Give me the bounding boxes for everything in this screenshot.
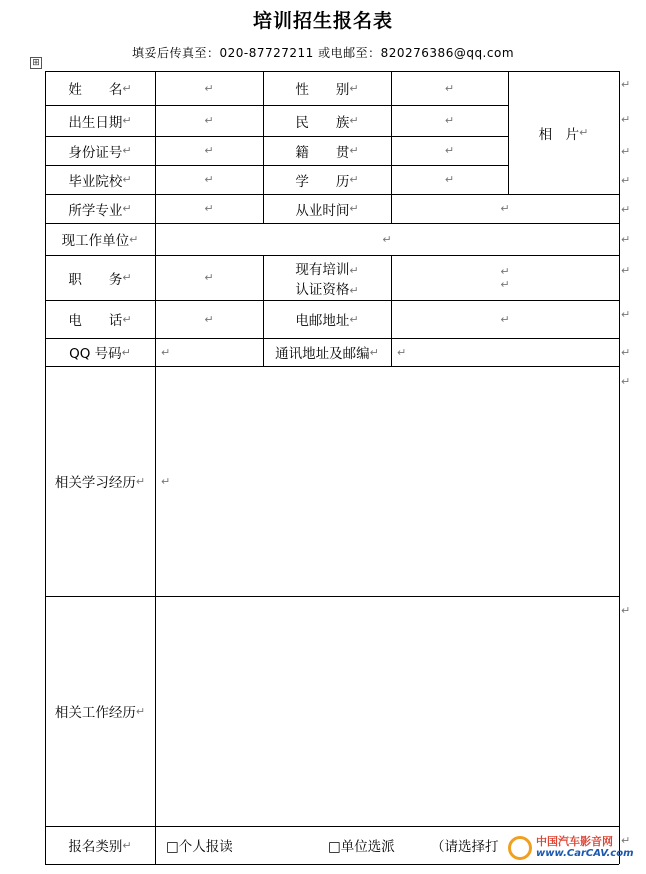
gender-value-cell[interactable]: ↵ (444, 81, 455, 95)
label-school: 毕业院校 ↵ (68, 173, 132, 190)
label-position: 职 务 ↵ (68, 271, 132, 288)
education-value-cell[interactable]: ↵ (444, 173, 455, 186)
work-history-value-cell[interactable] (155, 596, 619, 826)
carcav-logo-icon (508, 836, 532, 860)
label-education: 学 历 ↵ (295, 173, 359, 190)
certification-value-cell[interactable]: ↵ ↵ (500, 264, 510, 291)
watermark (508, 830, 638, 866)
watermark-line1: 中国汽车影音网 (536, 835, 613, 848)
label-name: 姓 名 ↵ (68, 81, 132, 98)
label-category: 报名类别 ↵ (68, 838, 132, 855)
label-major: 所学专业 ↵ (68, 202, 132, 219)
major-value-cell[interactable]: ↵ (204, 202, 214, 215)
row-end-mark: ↵ (621, 375, 631, 388)
option-company-checkbox[interactable]: □单位选派 (328, 839, 395, 855)
label-work-years: 从业时间 ↵ (295, 202, 359, 219)
label-gender: 性 别 ↵ (295, 81, 359, 98)
row-end-mark: ↵ (621, 346, 631, 359)
school-value-cell[interactable]: ↵ (204, 173, 214, 186)
label-work-history: 相关工作经历 ↵ (54, 704, 146, 721)
origin-value-cell[interactable]: ↵ (444, 144, 455, 157)
name-value-cell[interactable]: ↵ (204, 81, 214, 95)
label-certification: 现有培训↵ 认证资格↵ (295, 261, 359, 298)
qq-value-cell[interactable]: ↵ (161, 345, 171, 359)
label-ethnicity: 民 族 ↵ (295, 114, 359, 131)
watermark-line2: www.CarCAV.com (536, 848, 634, 859)
label-phone: 电 话 ↵ (68, 312, 132, 329)
photo-cell[interactable]: 相 片 ↵ (538, 126, 589, 143)
form-subtitle: 填妥后传真至：020-87727211 或电邮至：820276386@qq.com (131, 46, 515, 60)
row-end-mark: ↵ (621, 264, 631, 277)
employer-value-cell[interactable]: ↵ (382, 232, 392, 246)
row-end-mark: ↵ (621, 604, 631, 617)
label-id-number: 身份证号 ↵ (68, 144, 132, 161)
study-history-value-cell[interactable]: ↵ (161, 474, 171, 488)
label-address: 通讯地址及邮编 ↵ (275, 345, 379, 362)
form-title: 培训招生报名表 (252, 10, 393, 32)
address-value-cell[interactable]: ↵ (397, 345, 407, 359)
row-end-mark: ↵ (621, 174, 631, 187)
position-value-cell[interactable]: ↵ (204, 271, 214, 284)
category-note: （请选择打 (431, 839, 499, 855)
row-end-mark: ↵ (621, 145, 631, 158)
row-end-mark: ↵ (621, 233, 631, 246)
label-origin: 籍 贯 ↵ (295, 144, 359, 161)
email-value-cell[interactable]: ↵ (500, 312, 510, 326)
table-move-handle-icon[interactable]: ⊞ (30, 57, 42, 69)
row-end-mark: ↵ (621, 308, 631, 321)
table-border-v (619, 71, 620, 864)
label-email: 电邮地址 ↵ (295, 312, 359, 329)
label-employer: 现工作单位 ↵ (61, 232, 139, 249)
id-value-cell[interactable]: ↵ (204, 144, 214, 157)
label-birth-date: 出生日期 ↵ (68, 114, 132, 131)
ethnicity-value-cell[interactable]: ↵ (444, 114, 455, 127)
row-end-mark: ↵ (621, 78, 631, 91)
row-end-mark: ↵ (621, 203, 631, 216)
row-end-mark: ↵ (621, 834, 631, 847)
option-personal-checkbox[interactable]: □个人报读 (166, 839, 233, 855)
row-end-mark: ↵ (621, 113, 631, 126)
work-years-value-cell[interactable]: ↵ (500, 202, 510, 215)
phone-value-cell[interactable]: ↵ (204, 312, 214, 326)
label-study-history: 相关学习经历 ↵ (54, 474, 146, 491)
label-qq: QQ 号码 ↵ (69, 345, 131, 362)
birth-value-cell[interactable]: ↵ (204, 114, 214, 127)
